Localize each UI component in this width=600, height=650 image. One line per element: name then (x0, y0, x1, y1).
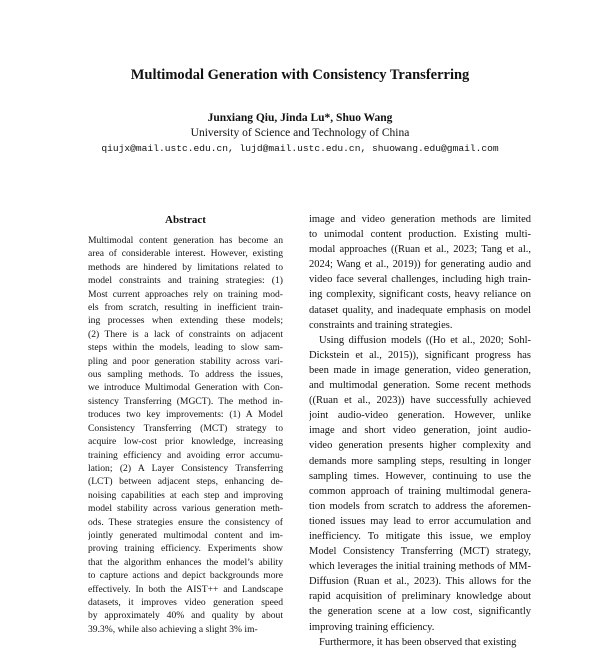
text-line: video generation presents higher complexity and (309, 440, 531, 452)
text-line: ous sampling methods. To address the issues, (88, 369, 283, 381)
text-line: Dickstein et al., 2015)), significant progress has (309, 349, 531, 361)
text-line: to capture actions and depict backgrounds more (88, 570, 283, 582)
text-line: improving training efficiency. (309, 621, 435, 633)
text-line: proving training efficiency. Experiments show (88, 543, 283, 555)
text-line: image and short video generation, joint audio- (309, 425, 531, 437)
text-line: image and video generation methods are limited (309, 214, 531, 225)
text-line: the generation scene at a low cost, significantly (309, 606, 531, 618)
text-line: joint audio-video generation. However, unlike (309, 410, 531, 422)
text-line: ((Ruan et al., 2023)) have successfully achieved (309, 395, 531, 407)
text-line: ods. These strategies ensure the consistency of (88, 516, 283, 528)
introduction-body (309, 212, 531, 650)
text-line: and multimodal generation. Some recent methods (309, 380, 531, 392)
text-line: that the algorithm enhances the model’s ability (88, 556, 283, 568)
text-line: Consistency Transferring (MCT) strategy to (88, 422, 283, 434)
text-line: Model Consistency Transferring (MCT) strategy, (309, 546, 531, 558)
text-line: been made in image generation, video generation, (309, 364, 531, 376)
text-line: els from scratch, resulting in inefficient train- (88, 302, 283, 314)
text-line: datasets, it improves video generation speed (88, 596, 283, 608)
text-line: to unimodal content production. Existing multi- (309, 229, 531, 241)
text-line: Furthermore, it has been observed that existing (319, 636, 517, 648)
text-line: model constraints and training strategies: (1) (88, 275, 283, 287)
text-line: noising capabilities at each step and improving (88, 489, 283, 501)
text-line: steps within the models, leading to slow sam- (88, 342, 283, 354)
text-line: tion models from scratch to address the aforemen- (309, 500, 531, 512)
text-line: modal approaches ((Ruan et al., 2023; Tang et al., (309, 244, 531, 256)
text-line: acquire low-cost prior knowledge, increasing (88, 436, 283, 448)
text-line: by approximately 40% and quality by about (88, 610, 283, 622)
text-line: common approach of training multimodal genera- (309, 485, 531, 497)
text-line: troduces two key improvements: (1) A Model (88, 409, 283, 421)
text-line: Using diffusion models ((Ho et al., 2020; Sohl- (319, 334, 531, 346)
text-line: lation; (2) A Layer Consistency Transferring (88, 462, 283, 474)
text-line: pling and poor generation stability across vari- (88, 355, 283, 367)
text-line: video face several challenges, including high train- (309, 274, 531, 286)
text-line: dataset quality, and inadequate emphasis on model (309, 304, 531, 316)
affiliation: University of Science and Technology of China (190, 127, 410, 139)
abstract-body (88, 234, 283, 636)
text-line: Multimodal content generation has become an (88, 235, 283, 246)
text-line: training efficiency and avoiding error accumu- (88, 449, 283, 461)
text-line: effectively. In both the AIST++ and Landscape (88, 583, 283, 595)
text-line: 2024; Wang et al., 2019)) for generating audio and (309, 259, 531, 271)
text-line: we introduce Multimodal Generation with Con- (88, 382, 283, 394)
text-line: which leverages the initial training methods of MM- (309, 561, 531, 573)
text-line: rapid acquisition of preliminary knowledge about (309, 591, 531, 603)
author-list: Junxiang Qiu, Jinda Lu*, Shuo Wang (207, 112, 393, 124)
text-line: sampling times. However, continuing to use the (309, 470, 531, 482)
text-line: (2) There is a lack of constraints on adjacent (88, 328, 283, 340)
text-line: methods are hindered by limitations related to (88, 261, 283, 273)
text-line: (LCT) between adjacent steps, enhancing de- (88, 476, 283, 488)
text-line: demands more sampling steps, resulting in longer (309, 455, 531, 467)
author-emails: qiujx@mail.ustc.edu.cn, lujd@mail.ustc.edu.cn, shuowang.edu@gmail.com (101, 143, 499, 154)
text-line: ing complexity, significant costs, heavy reliance on (309, 289, 531, 301)
text-line: Diffusion (Ruan et al., 2023). This allows for the (309, 576, 531, 588)
text-line: 39.3%, while also achieving a slight 3% im- (88, 623, 258, 635)
abstract-heading: Abstract (165, 214, 206, 226)
text-line: constraints and training strategies. (309, 319, 453, 331)
text-line: tioned issues may lead to error accumulation and (309, 515, 531, 527)
text-line: inefficiency. To mitigate this issue, we employ (309, 530, 531, 542)
text-line: jointly generated multimodal content and im- (88, 529, 283, 541)
text-line: ing processes when extending these models; (88, 315, 283, 327)
text-line: area of considerable interest. However, existing (88, 248, 283, 260)
text-line: sistency Transferring (MGCT). The method in- (88, 395, 283, 407)
text-line: Most current approaches rely on training mod- (88, 288, 283, 300)
paper-title: Multimodal Generation with Consistency Transferring (130, 67, 470, 83)
text-line: model stability across various generation meth- (88, 503, 283, 515)
